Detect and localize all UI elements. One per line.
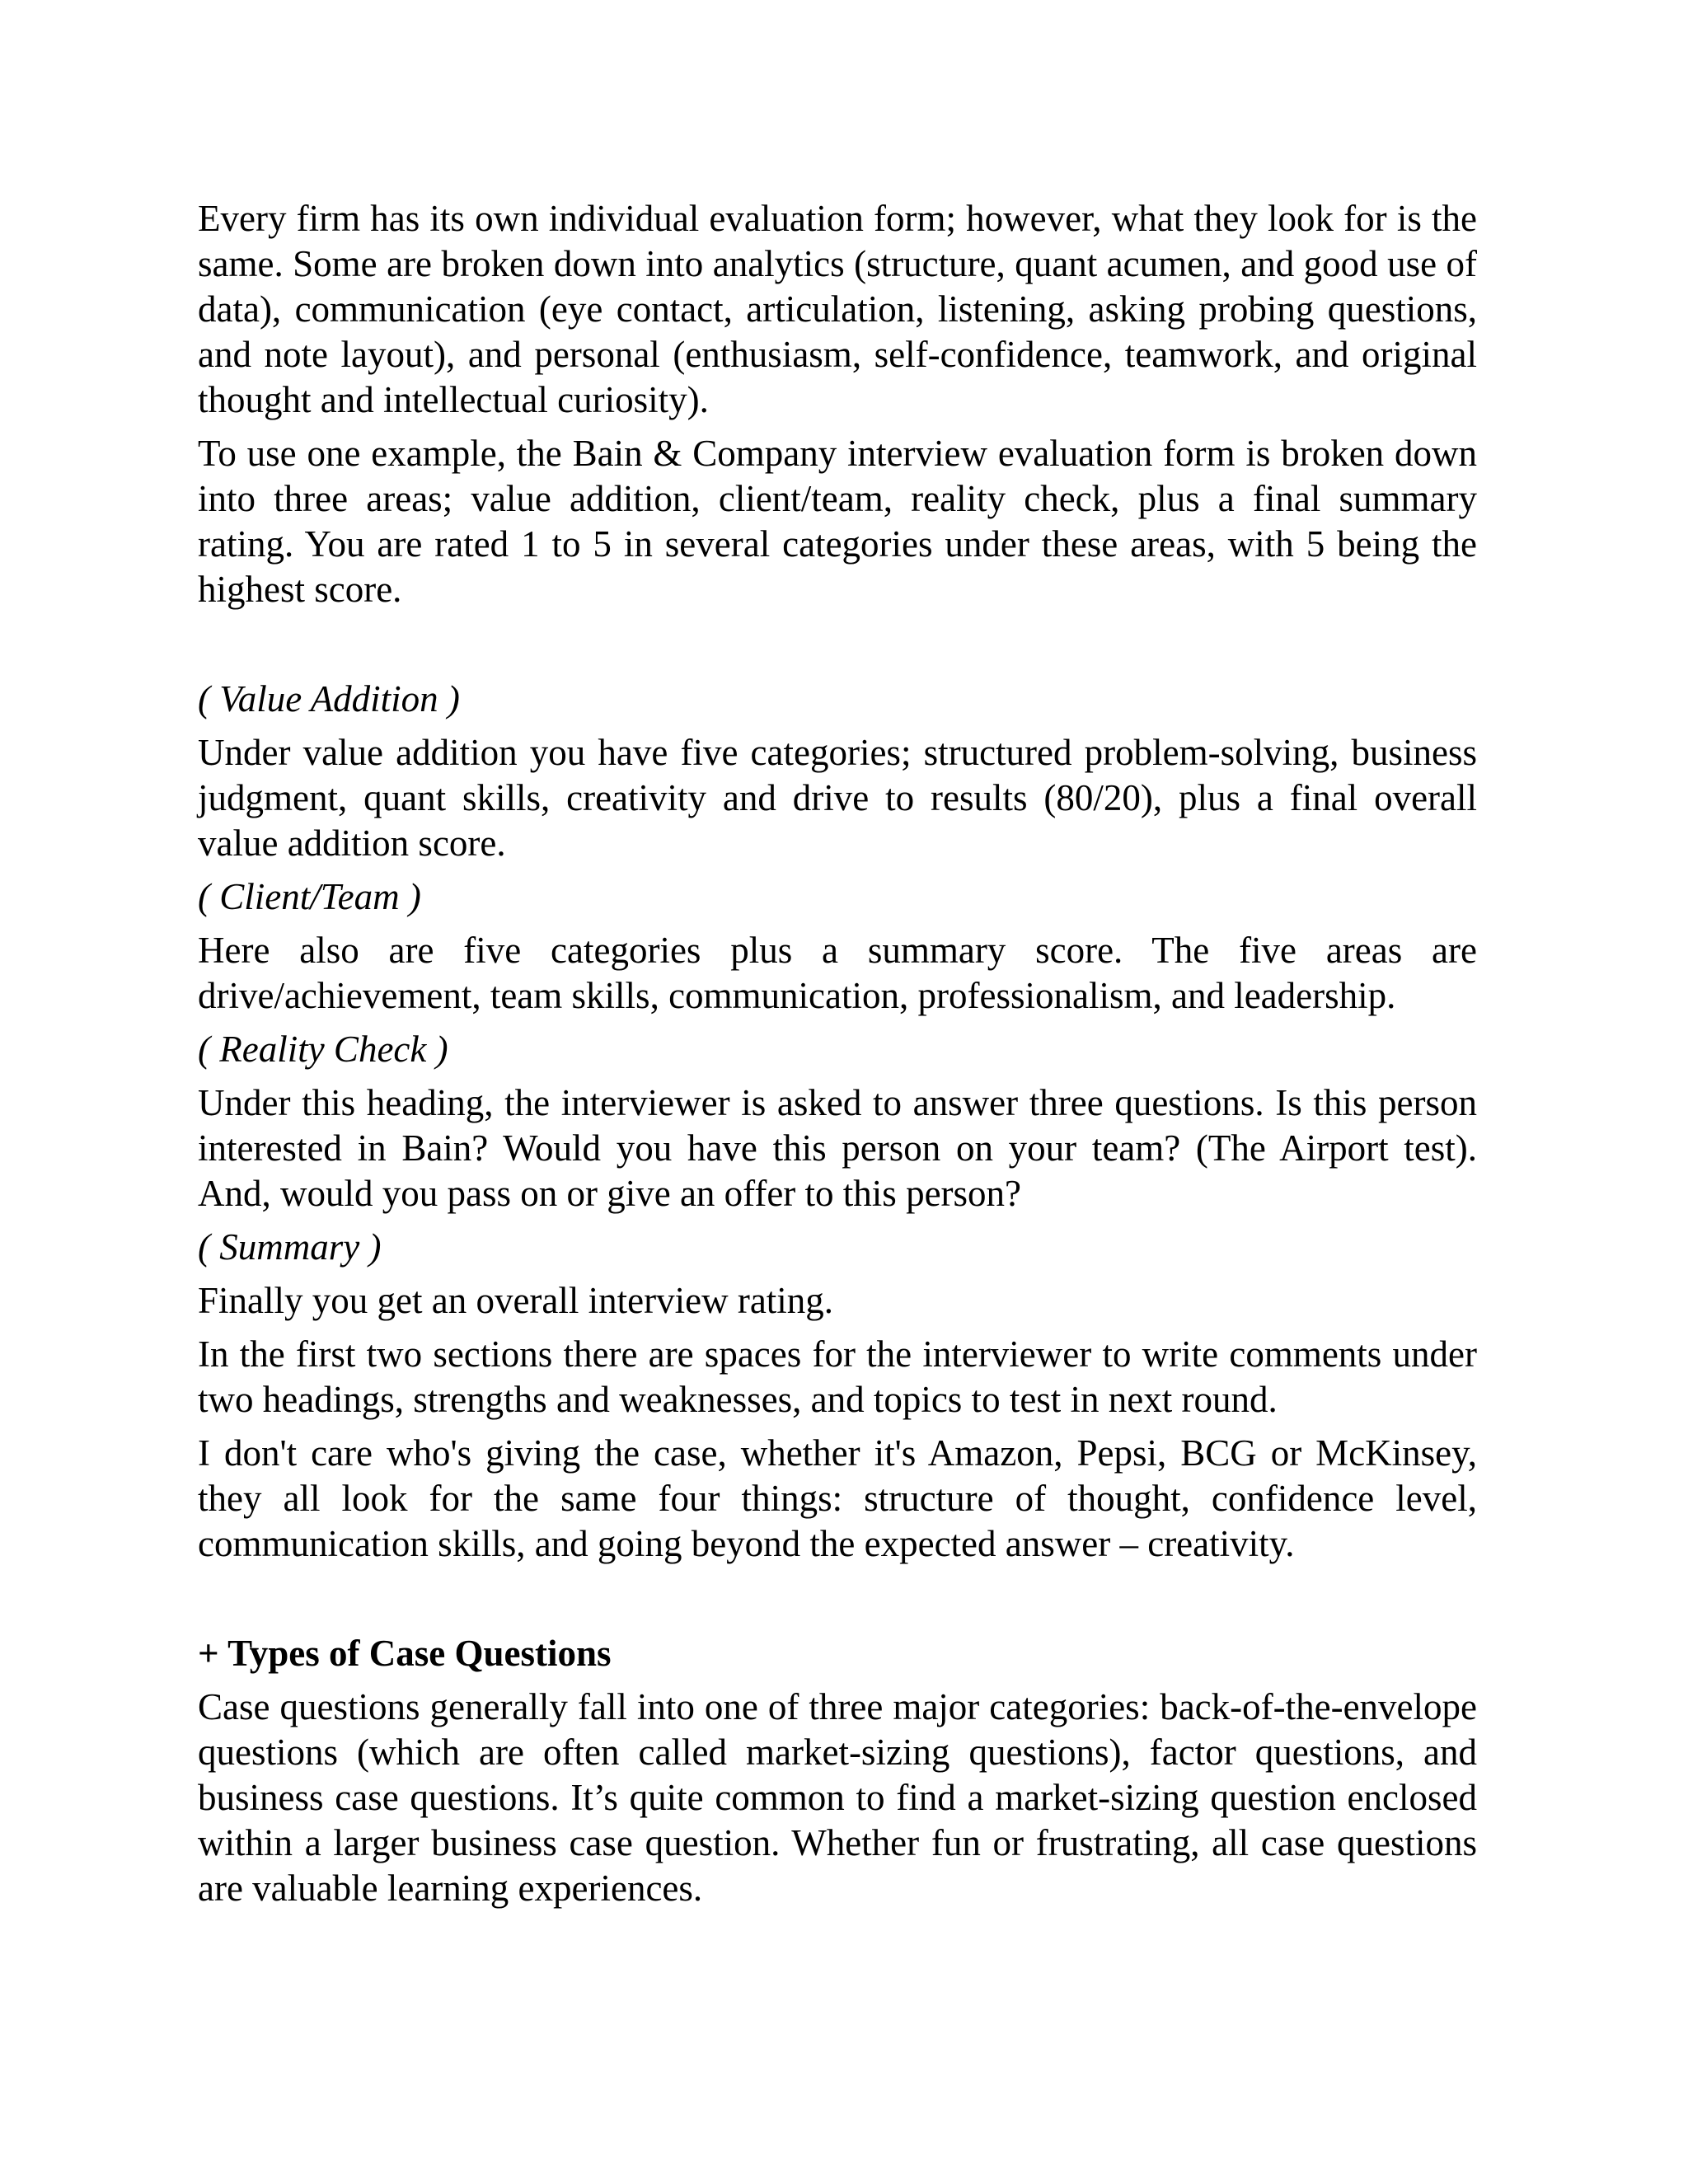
paragraph-types-of-case-questions: Case questions generally fall into one of three major categories: back-of-the-envelope questions (which are often called market-sizing questions), factor questions, and business case questions. It’s quite common to find a market-sizing question enclosed within a larger business case question. Whether fun or frustrating, all case questions are valuable learning experiences. <box>198 1686 1477 1909</box>
section-heading-types-of-case-questions: + Types of Case Questions <box>198 1633 612 1674</box>
document-body <box>198 196 1477 1919</box>
paragraph-value-addition: Under value addition you have five categories; structured problem-solving, business judgment, quant skills, creativity and drive to results (80/20), plus a final overall value addition score. <box>198 732 1477 864</box>
intro-paragraph-evaluation-forms: Every firm has its own individual evaluation form; however, what they look for is the same. Some are broken down into analytics (structure, quant acumen, and good use of data), communication (eye contact, articulation, listening, asking probing questions, and note layout), and personal (enthusiasm, self-confidence, teamwork, and original thought and intellectual curiosity). <box>198 198 1477 420</box>
paragraph-summary: Finally you get an overall interview rating. <box>198 1280 834 1321</box>
subheading-client-team: ( Client/Team ) <box>198 876 421 917</box>
paragraph-client-team: Here also are five categories plus a summary score. The five areas are drive/achievement, team skills, communication, professionalism, and leadership. <box>198 930 1477 1016</box>
paragraph-four-things: I don't care who's giving the case, whether it's Amazon, Pepsi, BCG or McKinsey, they all look for the same four things: structure of thought, confidence level, communication skills, and going beyond the expected answer – creativity. <box>198 1432 1477 1564</box>
subheading-summary: ( Summary ) <box>198 1226 382 1268</box>
subheading-value-addition: ( Value Addition ) <box>198 678 460 719</box>
paragraph-comments-sections: In the first two sections there are spaces for the interviewer to write comments under two headings, strengths and weaknesses, and topics to test in next round. <box>198 1333 1477 1420</box>
paragraph-reality-check: Under this heading, the interviewer is asked to answer three questions. Is this person interested in Bain? Would you have this person on your team? (The Airport test). And, would you pass on or give an offer to this person? <box>198 1082 1477 1214</box>
subheading-reality-check: ( Reality Check ) <box>198 1029 448 1070</box>
intro-paragraph-bain-example: To use one example, the Bain & Company interview evaluation form is broken down into three areas; value addition, client/team, reality check, plus a final summary rating. You are rated 1 to 5 in several categories under these areas, with 5 being the highest score. <box>198 433 1477 610</box>
